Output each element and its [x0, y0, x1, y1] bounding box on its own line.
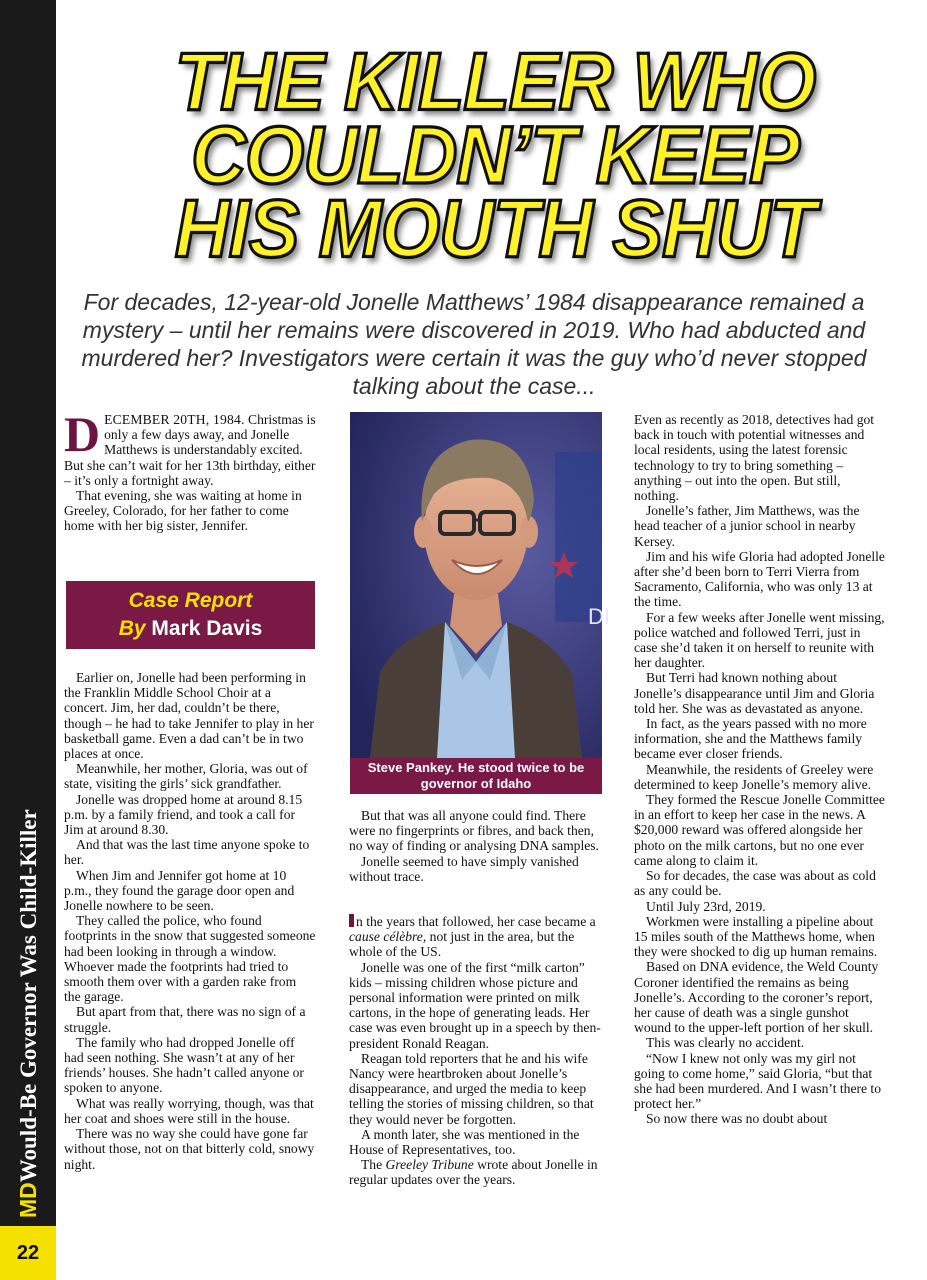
paragraph: Until July 23rd, 2019.: [646, 898, 766, 914]
spine-md-logo: MD: [15, 1182, 41, 1218]
paragraph: This was clearly no accident.: [646, 1035, 805, 1051]
paragraph: Reagan told reporters that he and his wife Nancy were heartbroken about Jonelle’s disappearance, and urged the media to keep telling the stories of missing children, so that they would never be forgotten.: [349, 1050, 594, 1127]
paragraph: But apart from that, there was no sign of a struggle.: [64, 1004, 306, 1035]
byline-box: [66, 581, 315, 649]
backdrop-letters: DI: [588, 604, 610, 629]
paragraph: They formed the Rescue Jonelle Committee in an effort to keep her case in the news. A $20,000 reward was offered alongside her photo on the milk cartons, but no one ever came along to claim it.: [634, 792, 885, 868]
column-1-intro: [64, 406, 316, 534]
paragraph: There was no way she could have gone far without those, not on that bitterly cold, snowy night.: [64, 1126, 315, 1172]
intro-lead: ECEMBER 20TH, 1984.: [104, 412, 245, 427]
paragraph: [349, 1157, 603, 1187]
byline-author: Mark Davis: [151, 617, 263, 640]
section-opening-paragraph: [349, 914, 603, 960]
paragraph: Jonelle seemed to have simply vanished without trace.: [349, 853, 579, 884]
paragraph: In fact, as the years passed with no more information, she and the Matthews family became ever closer friends.: [634, 716, 867, 762]
paragraph: Meanwhile, her mother, Gloria, was out of state, visiting the girls’ sick grandfather.: [64, 761, 308, 792]
photo-caption: Steve Pankey. He stood twice to be governor of Idaho: [350, 758, 602, 794]
paragraph: Meanwhile, the residents of Greeley were determined to keep Jonelle’s memory alive.: [634, 761, 874, 792]
paragraph: When Jim and Jennifer got home at 10 p.m., they found the garage door open and Jonelle nowhere to be seen.: [64, 867, 295, 914]
headline: [70, 36, 920, 275]
paragraph: But Terri had known nothing about Jonelle’s disappearance until Jim and Gloria told her. She was as devastated as anyone.: [634, 670, 875, 716]
section-marker: [349, 914, 354, 927]
paragraph: And that was the last time anyone spoke to her.: [64, 837, 310, 868]
paragraph: For a few weeks after Jonelle went missing, police watched and followed Terri, just in case she’d taken it on herself to reunite with her daughter.: [634, 609, 885, 671]
paragraph: Jim and his wife Gloria had adopted Jonelle after she’d been born to Terri Vierra from Sacramento, California, who was only 13 at the time.: [634, 548, 885, 610]
paragraph: That evening, she was waiting at home in Greeley, Colorado, for her father to come home with her big sister, Jennifer.: [64, 488, 302, 534]
paragraph: “Now I knew not only was my girl not going to come home,” said Gloria, “but that she had been murdered. And I wasn’t there to protect her.”: [634, 1050, 882, 1112]
italic-phrase: Greeley Tribune: [385, 1157, 474, 1173]
portrait-illustration: [350, 412, 610, 758]
spine-title: [14, 809, 43, 1218]
text-run: , not just in the area, but the whole of the US.: [349, 929, 575, 960]
paragraph: Earlier on, Jonelle had been performing in the Franklin Middle School Choir at a concert. Jim, her dad, couldn’t be there, though – he had to take Jennifer to play in her basketball game. Even a dad can’t be in two places at once.: [64, 670, 314, 762]
page-number: 22: [0, 1226, 56, 1280]
byline-line: [66, 615, 315, 643]
column-2-bottom: [349, 914, 603, 1188]
intro-text: Christmas is only a few days away, and Jonelle Matthews is understandably excited. But she can’t wait for her 13th birthday, either – it’s only a fortnight away.: [64, 412, 316, 488]
paragraph: The family who had dropped Jonelle off had seen nothing. She wasn’t at any of her friends’ houses. She hadn’t called anyone or spoken to anyone.: [64, 1034, 304, 1096]
byline-by: By: [118, 617, 146, 640]
paragraph: Jonelle was dropped home at around 8.15 p.m. by a family friend, and took a call for Jim at around 8.30.: [64, 791, 303, 838]
column-3: [634, 412, 886, 1127]
paragraph: But that was all anyone could find. There were no fingerprints or fibres, and back then, no way of finding or analysing DNA samples.: [349, 808, 599, 854]
text-run: The: [361, 1157, 386, 1173]
paragraph: So now there was no doubt about: [646, 1111, 828, 1127]
case-report-label: Case Report: [128, 589, 253, 612]
column-1-main: [64, 670, 316, 1172]
column-2-top: [349, 808, 603, 884]
portrait-photo: [350, 412, 610, 758]
paragraph: A month later, she was mentioned in the House of Representatives, too.: [349, 1126, 580, 1158]
paragraph: Jonelle was one of the first “milk carton” kids – missing children whose picture and personal information were printed on milk cartons, in the hope of generating leads. Her case was even brought up in a speech by then-president Ronald Reagan.: [349, 959, 601, 1051]
intro-paragraph: [64, 406, 316, 488]
text-run: n the years that followed, her case became a: [356, 914, 596, 929]
headline-line-1: THE KILLER WHO: [174, 36, 816, 128]
paragraph: They called the police, who found footprints in the snow that suggested someone had been looking in through a window. Whoever made the footprints had tried to smooth them over with a garden rake from the garage.: [64, 913, 316, 1005]
paragraph: So for decades, the case was about as cold as any could be.: [634, 868, 876, 899]
paragraph: Workmen were installing a pipeline about 15 miles south of the Matthews home, when they were shocked to dig up human remains.: [634, 913, 878, 960]
spine-title-text: Would-Be Governor Was Child-Killer: [16, 809, 41, 1183]
headline-line-3: HIS MOUTH SHUT: [174, 183, 816, 275]
text-run: wrote about Jonelle in regular updates over the years.: [349, 1157, 598, 1188]
drop-cap: D: [64, 406, 101, 462]
paragraph: Based on DNA evidence, the Weld County Coroner identified the remains as being Jonelle’s. According to the coroner’s report, her cause of death was a single gunshot wound to the upper-left portion of her skull.: [634, 959, 879, 1036]
paragraph: Even as recently as 2018, detectives had got back in touch with potential witnesses and local residents, using the latest forensic technology to try to bring something – anything – out into the open. But still, nothing.: [634, 412, 875, 504]
standfirst: For decades, 12-year-old Jonelle Matthews’ 1984 disappearance remained a mystery – until her remains were discovered in 2019. Who had abducted and murdered her? Investigators were certain it was the guy who’d never stopped talking about the case...: [81, 289, 867, 399]
italic-phrase: cause célèbre: [349, 929, 423, 945]
paragraph: What was really worrying, though, was that her coat and shoes were still in the house.: [64, 1095, 314, 1126]
paragraph: Jonelle’s father, Jim Matthews, was the head teacher of a junior school in nearby Kersey.: [634, 503, 860, 549]
headline-line-2: COULDN’T KEEP: [191, 109, 799, 202]
